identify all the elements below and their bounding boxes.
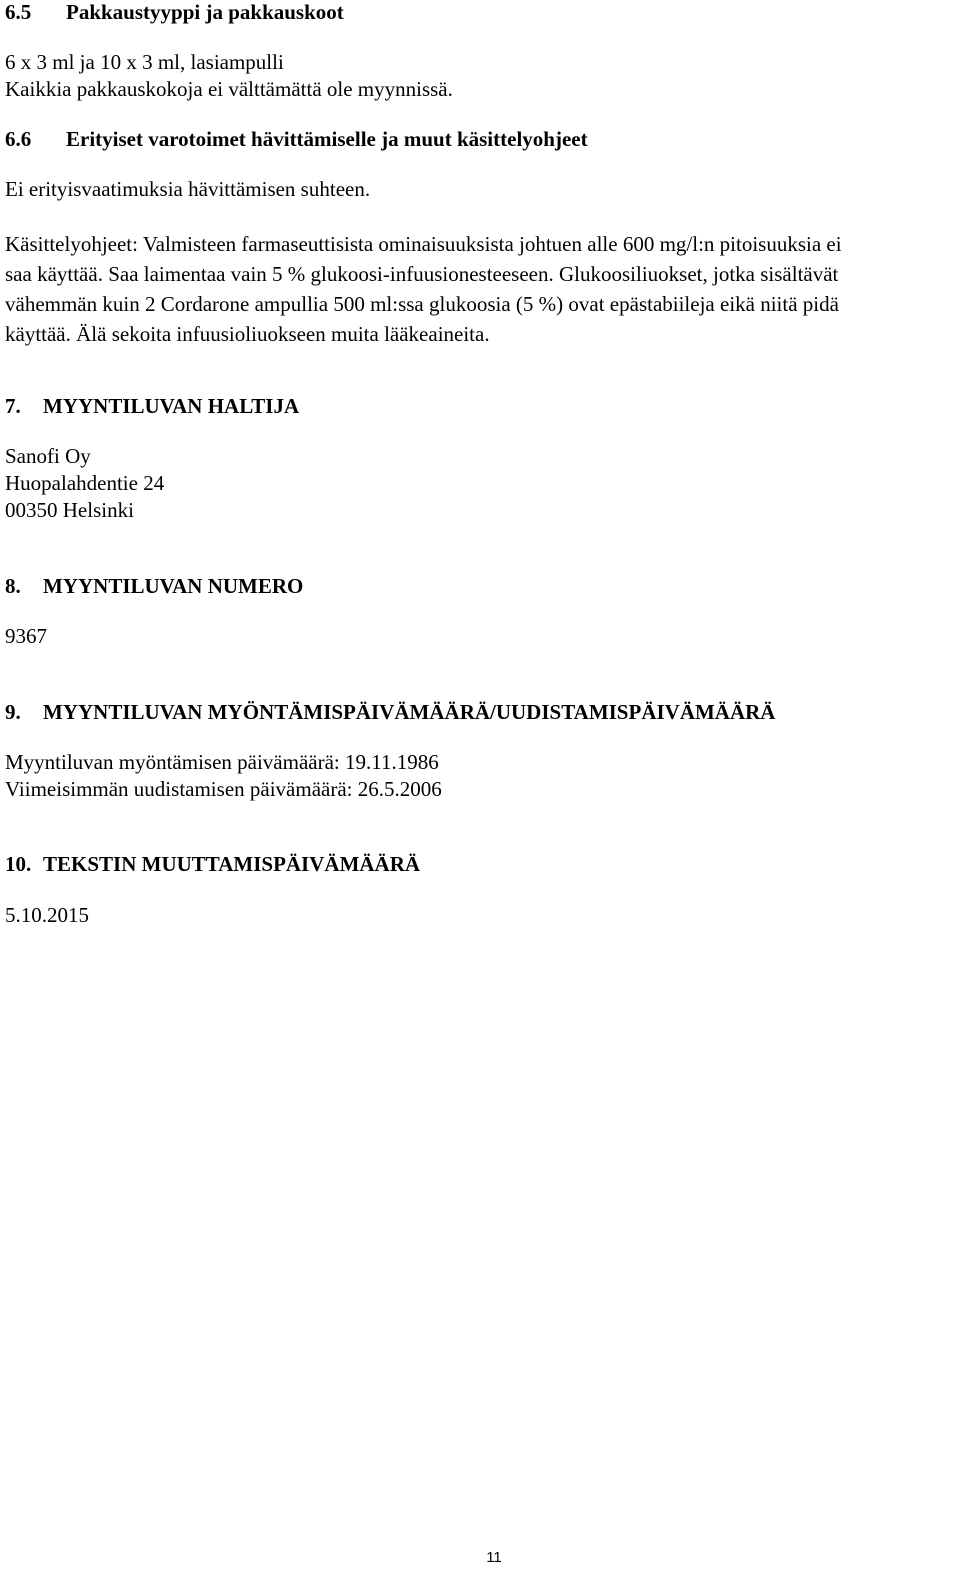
section-heading bbox=[5, 394, 299, 418]
section-9 bbox=[5, 700, 775, 724]
text-line: 00350 Helsinki bbox=[5, 498, 134, 522]
section-title: Pakkaustyyppi ja pakkauskoot bbox=[66, 0, 344, 24]
section-title: MYYNTILUVAN NUMERO bbox=[43, 574, 304, 598]
section-heading bbox=[5, 574, 303, 598]
text-line: käyttää. Älä sekoita infuusioliuokseen muita lääkeaineita. bbox=[5, 322, 490, 346]
section-title: Erityiset varotoimet hävittämiselle ja muut käsittelyohjeet bbox=[66, 127, 588, 151]
text-line: Kaikkia pakkauskokoja ei välttämättä ole myynnissä. bbox=[5, 77, 453, 101]
text-line: Ei erityisvaatimuksia hävittämisen suhteen. bbox=[5, 177, 371, 201]
section-number: 9. bbox=[5, 700, 21, 724]
authorization-dates bbox=[5, 749, 442, 803]
section-number: 7. bbox=[5, 394, 21, 418]
revision-date bbox=[5, 902, 89, 929]
text-line: vähemmän kuin 2 Cordarone ampullia 500 ml:ssa glukoosia (5 %) ovat epästabiileja eikä niitä pidä bbox=[5, 292, 839, 316]
section-heading bbox=[5, 0, 344, 24]
section-number: 6.5 bbox=[5, 0, 32, 24]
text-line: Myyntiluvan myöntämisen päivämäärä: 19.11.1986 bbox=[5, 750, 439, 774]
authorization-number bbox=[5, 623, 47, 650]
handling-instructions bbox=[5, 231, 953, 348]
section-heading bbox=[5, 852, 420, 876]
section-6-6 bbox=[5, 127, 588, 151]
text-line: 6 x 3 ml ja 10 x 3 ml, lasiampulli bbox=[5, 50, 284, 74]
section-title: MYYNTILUVAN HALTIJA bbox=[43, 394, 300, 418]
text-line: Sanofi Oy bbox=[5, 444, 91, 468]
section-number: 8. bbox=[5, 574, 21, 598]
text-line: Käsittelyohjeet: Valmisteen farmaseuttisista ominaisuuksista johtuen alle 600 mg/l:n pitoisuuksia ei bbox=[5, 232, 842, 256]
section-6-5 bbox=[5, 0, 344, 24]
section-number: 10. bbox=[5, 852, 32, 876]
section-10 bbox=[5, 852, 420, 876]
holder-address bbox=[5, 443, 164, 524]
section-title: MYYNTILUVAN MYÖNTÄMISPÄIVÄMÄÄRÄ/UUDISTAMISPÄIVÄMÄÄRÄ bbox=[43, 700, 776, 724]
text-line: Huopalahdentie 24 bbox=[5, 471, 165, 495]
section-title: TEKSTIN MUUTTAMISPÄIVÄMÄÄRÄ bbox=[43, 852, 421, 876]
text-line: 9367 bbox=[5, 624, 47, 648]
section-8 bbox=[5, 574, 303, 598]
text-line: saa käyttää. Saa laimentaa vain 5 % glukoosi-infuusionesteeseen. Glukoosiliuokset, jotka sisältävät bbox=[5, 262, 839, 286]
disposal-text bbox=[5, 176, 370, 203]
section-number: 6.6 bbox=[5, 127, 32, 151]
text-line: 5.10.2015 bbox=[5, 903, 89, 927]
text-line: Viimeisimmän uudistamisen päivämäärä: 26.5.2006 bbox=[5, 777, 442, 801]
section-heading bbox=[5, 127, 588, 151]
section-7 bbox=[5, 394, 299, 418]
packaging-text bbox=[5, 49, 453, 103]
page-number: 11 bbox=[486, 1549, 502, 1566]
section-heading bbox=[5, 700, 775, 724]
